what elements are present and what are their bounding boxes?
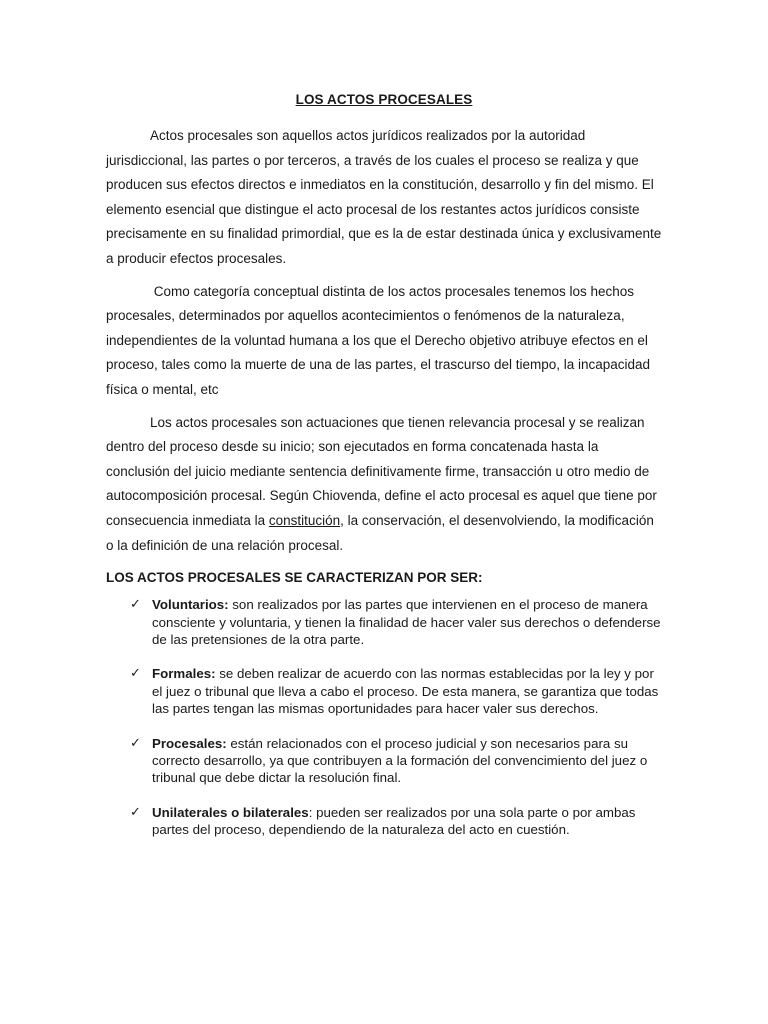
checkmark-icon: ✓ [130, 666, 141, 682]
checkmark-icon: ✓ [130, 597, 141, 613]
paragraph-hechos-procesales [106, 280, 662, 403]
item-term: Unilaterales o bilaterales [152, 804, 309, 820]
item-term: Procesales: [152, 735, 227, 751]
checkmark-icon: ✓ [130, 735, 141, 751]
list-item-formales [106, 665, 662, 717]
item-term: Voluntarios: [152, 597, 229, 613]
list-item-unilaterales [106, 804, 662, 839]
item-text: son realizados por las partes que intervienen en el proceso de manera consciente y voluntaria, y tienen la finalidad de hacer valer sus derechos o defenderse de las pretensiones de la otra parte. [152, 597, 661, 647]
paragraph-text: Actos procesales son aquellos actos jurídicos realizados por la autoridad jurisdiccional, las partes o por terceros, a través de los cuales el proceso se realiza y que producen sus efectos directos e inmediatos en la constitución, desarrollo y fin del mismo. El elemento esencial que distingue el acto procesal de los restantes actos jurídicos consiste precisamente en su finalidad primordial, que es la de estar destinada única y exclusivamente a producir efectos procesales. [106, 128, 662, 266]
list-item-procesales [106, 735, 662, 787]
section-heading: LOS ACTOS PROCESALES SE CARACTERIZAN POR SER: [106, 570, 483, 586]
checkmark-icon: ✓ [130, 804, 141, 820]
list-item-voluntarios [106, 596, 662, 648]
document-page [106, 90, 662, 856]
document-title: LOS ACTOS PROCESALES [295, 92, 473, 107]
item-term: Formales: [152, 666, 216, 682]
paragraph-actuaciones [106, 411, 662, 559]
paragraph-text: Como categoría conceptual distinta de los actos procesales tenemos los hechos procesales, determinados por aquellos acontecimientos o fenómenos de la naturaleza, independientes de la voluntad humana a los que el Derecho objetivo atribuye efectos en el proceso, tales como la muerte de una de las partes, el trascurso del tiempo, la incapacidad física o mental, etc [106, 283, 651, 397]
item-text: están relacionados con el proceso judicial y son necesarios para su correcto desarrollo, ya que contribuyen a la formación del convencimiento del juez o tribunal que debe dictar la resolución final. [152, 735, 648, 786]
item-text: se deben realizar de acuerdo con las normas establecidas por la ley y por el juez o tribunal que lleva a cabo el proceso. De esta manera, se garantiza que todas las partes tengan las mismas oportunidades para hacer valer sus derechos. [152, 666, 659, 717]
paragraph-text-after: , la conservación, el desenvolviendo, la modificación o la definición de una relación procesal. [106, 512, 654, 553]
paragraph-definition [106, 124, 662, 272]
paragraph-text-before: Los actos procesales son actuaciones que tienen relevancia procesal y se realizan dentro del proceso desde su inicio; son ejecutados en forma concatenada hasta la conclusión del juicio mediante sentencia definitivamente firme, transacción u otro medio de autocomposición procesal. Según Chiovenda, define el acto procesal es aquel que tiene por consecuencia inmediata la [106, 414, 657, 528]
item-text: : pueden ser realizados por una sola parte o por ambas partes del proceso, dependiendo de la naturaleza del acto en cuestión. [152, 804, 636, 838]
characteristics-list [106, 596, 662, 838]
underlined-term: constitución [268, 512, 341, 528]
